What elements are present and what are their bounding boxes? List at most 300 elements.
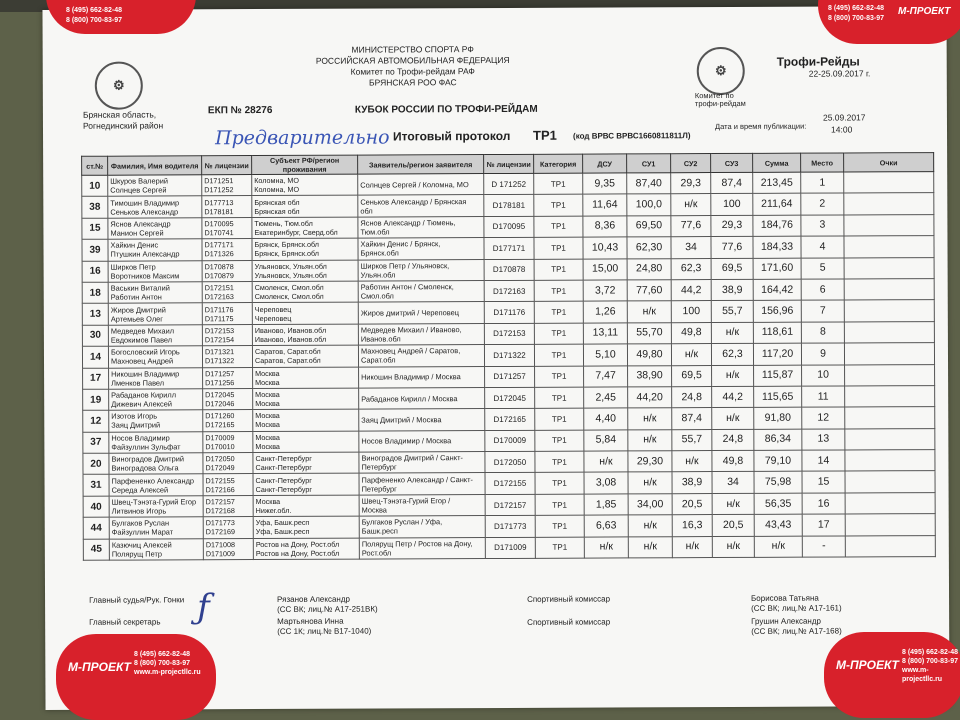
su3-score: н/к bbox=[712, 493, 754, 515]
category: ТР1 bbox=[535, 387, 584, 409]
crew-regions-line: Ульяновск, Ульян.обл bbox=[254, 270, 327, 280]
crew-licenses-line: D177171 bbox=[204, 240, 234, 250]
sticker-phone: 8 (800) 700-83-97 bbox=[66, 17, 123, 24]
su3-score: н/к bbox=[711, 322, 753, 344]
crew-names bbox=[108, 175, 202, 197]
chief-judge-label: Главный судья/Рук. Гонки bbox=[89, 595, 185, 605]
chief-secretary-label: Главный секретарь bbox=[89, 617, 161, 627]
crew-licenses-line: D172155 bbox=[205, 475, 235, 485]
applicant-license: D171176 bbox=[484, 302, 534, 324]
crew-names bbox=[109, 474, 203, 496]
header-col-points: Очки bbox=[844, 153, 934, 172]
su2-score: 100 bbox=[671, 301, 711, 323]
points bbox=[844, 300, 934, 322]
applicant-line: Ульян.обл bbox=[360, 270, 396, 280]
crew-licenses-line: D170095 bbox=[204, 219, 234, 229]
total-sum: 211,64 bbox=[753, 194, 801, 216]
crew-licenses-line: D170741 bbox=[204, 228, 234, 238]
applicant bbox=[359, 494, 485, 516]
crew-names-line: Парфененко Александр bbox=[111, 475, 195, 486]
points bbox=[844, 343, 934, 365]
category: ТР1 bbox=[535, 494, 584, 516]
commissar2-license: (СС ВК; лиц.№ А17-168) bbox=[751, 626, 842, 636]
crew-regions-line: Уфа, Башк.респ bbox=[255, 518, 310, 528]
su3-score: н/к bbox=[712, 365, 754, 387]
crew-licenses bbox=[202, 175, 252, 197]
publication-label: Дата и время публикации: bbox=[714, 121, 807, 132]
crew-regions-line: Брянск, Брянск.обл bbox=[254, 249, 320, 259]
category: ТР1 bbox=[535, 515, 584, 537]
category: ТР1 bbox=[534, 323, 583, 345]
mproject-sticker-top-right bbox=[818, 0, 960, 44]
crew-regions bbox=[252, 302, 358, 324]
points bbox=[845, 514, 935, 536]
crew-licenses-line: D170879 bbox=[204, 270, 234, 281]
su2-score: н/к bbox=[672, 451, 712, 473]
dsu-score: 6,63 bbox=[584, 515, 628, 537]
category: ТР1 bbox=[534, 237, 583, 259]
ekp-number: ЕКП № 28276 bbox=[207, 104, 273, 117]
su2-score: 77,6 bbox=[671, 215, 711, 237]
crew-regions bbox=[253, 388, 359, 410]
crew-names-line: Литвинов Игорь bbox=[111, 506, 167, 516]
sticker-brand: М-ПРОЕКТ bbox=[68, 660, 131, 674]
crew-names-line: Изотов Игорь bbox=[111, 411, 158, 422]
table-row bbox=[83, 535, 935, 560]
applicant-license: D178181 bbox=[484, 195, 534, 217]
crew-names-line: Заяц Дмитрий bbox=[111, 420, 161, 431]
su3-score: 29,3 bbox=[711, 215, 753, 237]
crew-regions bbox=[253, 409, 359, 431]
total-sum: 56,35 bbox=[754, 493, 802, 515]
dsu-score: 5,84 bbox=[584, 430, 628, 452]
crew-regions bbox=[252, 324, 358, 346]
event-dates: 22-25.09.2017 г. bbox=[808, 68, 871, 79]
crew-regions-line: Ростов на Дону, Рост.обл bbox=[255, 539, 340, 549]
org-line-1: МИНИСТЕРСТВО СПОРТА РФ bbox=[351, 44, 474, 55]
crew-names bbox=[109, 410, 203, 432]
category: ТР1 bbox=[534, 280, 583, 302]
class-title: ТР1 bbox=[532, 127, 557, 143]
crew-licenses bbox=[202, 217, 252, 239]
crew-regions-line: Москва bbox=[255, 399, 280, 409]
su3-score: 24,8 bbox=[712, 429, 754, 451]
applicant-line: Башк.респ bbox=[361, 526, 398, 537]
dsu-score: н/к bbox=[584, 451, 628, 473]
place: 4 bbox=[801, 236, 844, 258]
su3-score: 100 bbox=[711, 194, 753, 216]
applicant-license: D172155 bbox=[485, 473, 535, 495]
crew-licenses bbox=[203, 431, 253, 453]
crew-regions-line: Санкт-Петербург bbox=[255, 454, 312, 464]
crew-names-line: Файзуллин Зульфат bbox=[111, 442, 181, 452]
crew-names bbox=[109, 389, 203, 411]
applicant-license: D172165 bbox=[485, 409, 535, 431]
category: ТР1 bbox=[534, 344, 583, 366]
su2-score: н/к bbox=[671, 344, 711, 366]
crew-regions-line: Москва bbox=[255, 390, 280, 400]
crew-licenses-line: D172153 bbox=[204, 326, 235, 336]
crew-licenses-line: D171251 bbox=[204, 176, 234, 186]
dsu-score: 8,36 bbox=[583, 216, 627, 238]
commissar1-name: Борисова Татьяна bbox=[751, 593, 819, 603]
crew-regions-line: Смоленск, Смол.обл bbox=[254, 282, 324, 293]
dsu-score: 4,40 bbox=[584, 408, 628, 430]
crew-names-line: Середа Алексей bbox=[111, 485, 169, 495]
su3-score: 20,5 bbox=[712, 515, 754, 537]
applicant-license: D170878 bbox=[484, 259, 534, 281]
crew-names-line: Манион Сергей bbox=[110, 228, 164, 238]
su1-score: н/к bbox=[628, 472, 672, 494]
crew-names-line: Васькин Виталий bbox=[110, 283, 170, 293]
crew-names-line: Тимошин Владимир bbox=[110, 197, 180, 208]
total-sum: 79,10 bbox=[754, 450, 802, 472]
crew-licenses bbox=[202, 346, 252, 368]
applicant bbox=[358, 238, 484, 260]
place: 15 bbox=[802, 471, 845, 493]
start-number: 18 bbox=[82, 282, 108, 304]
dsu-score: 9,35 bbox=[583, 173, 627, 195]
crew-licenses-line: D172049 bbox=[205, 463, 235, 473]
place: 1 bbox=[801, 172, 844, 194]
sticker-brand: М-ПРОЕКТ bbox=[836, 658, 899, 672]
applicant-license: D172163 bbox=[484, 280, 534, 302]
place: 2 bbox=[801, 193, 844, 215]
total-sum: 164,42 bbox=[753, 279, 801, 301]
crew-names-line: Никошин Владимир bbox=[111, 369, 180, 379]
crew-licenses-line: D172163 bbox=[204, 292, 234, 302]
crew-regions-line: Москва bbox=[255, 368, 280, 378]
applicant-line: Швец-Тэнэта-Гурий Егор / bbox=[361, 496, 451, 506]
event-title: Трофи-Рейды bbox=[776, 54, 860, 69]
crew-names-line: Солнцев Сергей bbox=[110, 185, 167, 195]
signature-mark: ƒ bbox=[196, 587, 210, 628]
applicant bbox=[359, 537, 485, 559]
crew-licenses-line: D172050 bbox=[205, 454, 235, 464]
crew-names-line: Работин Антон bbox=[110, 292, 162, 302]
category: ТР1 bbox=[534, 195, 583, 217]
dsu-score: 3,08 bbox=[584, 472, 628, 494]
crew-licenses-line: D171321 bbox=[204, 347, 235, 357]
crew-names bbox=[109, 453, 203, 475]
total-sum: 91,80 bbox=[754, 407, 802, 429]
crew-names bbox=[109, 496, 203, 518]
crew-names bbox=[109, 517, 203, 539]
applicant-license: D172045 bbox=[485, 387, 535, 409]
su2-score: 34 bbox=[671, 237, 711, 259]
org-line-4: БРЯНСКАЯ РОО ФАС bbox=[368, 77, 457, 88]
crew-licenses-line: D171008 bbox=[205, 539, 236, 550]
points bbox=[845, 492, 935, 514]
start-number: 12 bbox=[83, 410, 109, 432]
place: 8 bbox=[801, 322, 844, 344]
total-sum: 115,87 bbox=[754, 365, 802, 387]
applicant-license: D171322 bbox=[484, 344, 534, 366]
su1-score: 29,30 bbox=[628, 451, 672, 473]
applicant-line: Смол.обл bbox=[360, 291, 394, 301]
commissar1-license: (СС ВК; лиц.№ А17-161) bbox=[751, 603, 842, 613]
crew-regions-line: Москва bbox=[255, 432, 280, 442]
crew-names-line: Виноградова Ольга bbox=[111, 463, 179, 473]
crew-regions bbox=[252, 281, 358, 303]
applicant bbox=[358, 302, 484, 324]
place: 3 bbox=[801, 215, 844, 237]
crew-names bbox=[108, 325, 202, 347]
crew-regions bbox=[253, 495, 359, 517]
chief-judge-license: (СС ВК; лиц.№ А17-251ВК) bbox=[277, 604, 378, 614]
applicant-license: D170095 bbox=[484, 216, 534, 238]
start-number: 37 bbox=[83, 432, 109, 454]
crew-names-line: Артемьев Олег bbox=[110, 313, 163, 324]
points bbox=[844, 257, 934, 279]
commissar2-name: Грушин Александр bbox=[751, 616, 821, 626]
header-col-region: Субъект РФ/регион проживания bbox=[252, 155, 358, 174]
applicant-line: Тюм.обл bbox=[360, 227, 390, 237]
emblem-caption-1: Комитет по bbox=[694, 90, 734, 101]
crew-names bbox=[108, 303, 202, 325]
applicant-line: Парфененко Александр / Санкт- bbox=[361, 474, 473, 485]
dsu-score: 15,00 bbox=[583, 258, 627, 280]
mproject-sticker-top-left bbox=[46, 0, 196, 34]
header-col-number: ст.№ bbox=[82, 156, 108, 175]
su3-score: 55,7 bbox=[711, 301, 753, 323]
region-line-2: Рогнединский район bbox=[82, 120, 164, 131]
crew-regions-line: Иваново, Иванов.обл bbox=[254, 334, 327, 344]
su1-score: 34,00 bbox=[628, 494, 672, 516]
points bbox=[845, 364, 935, 386]
crew-licenses bbox=[202, 303, 252, 325]
crew-licenses-line: D171252 bbox=[204, 185, 234, 195]
crew-licenses-line: D171773 bbox=[205, 518, 235, 528]
header-col-place: Место bbox=[801, 153, 844, 172]
applicant-license: D171009 bbox=[485, 537, 535, 559]
applicant-line: Полярущ Петр / Ростов на Дону, bbox=[361, 538, 473, 549]
applicant bbox=[359, 516, 485, 538]
chief-judge-name: Рязанов Александр bbox=[277, 594, 350, 604]
crew-regions-line: Коломна, МО bbox=[254, 176, 300, 186]
applicant-line: Брянск.обл bbox=[360, 248, 399, 258]
crew-regions-line: Москва bbox=[255, 496, 281, 507]
header-col-applicant-license: № лицензии bbox=[484, 154, 534, 173]
place: 16 bbox=[802, 493, 845, 515]
su3-score: 62,3 bbox=[711, 344, 753, 366]
place: 9 bbox=[801, 343, 844, 365]
start-number: 30 bbox=[82, 325, 108, 347]
place: 14 bbox=[802, 450, 845, 472]
total-sum: 118,61 bbox=[753, 322, 801, 344]
place: 12 bbox=[802, 407, 845, 429]
crew-regions-line: Москва bbox=[255, 411, 280, 421]
crew-regions-line: Череповец bbox=[254, 304, 292, 314]
dsu-score: 5,10 bbox=[583, 344, 627, 366]
crew-licenses-line: D172168 bbox=[205, 506, 235, 516]
header-col-dsu: ДСУ bbox=[583, 154, 627, 173]
su1-score: н/к bbox=[628, 536, 672, 558]
su2-score: 69,5 bbox=[672, 365, 712, 387]
crew-names-line: Жиров Дмитрий bbox=[110, 304, 166, 315]
su2-score: 29,3 bbox=[671, 173, 711, 195]
sticker-phone: 8 (495) 662-82-48 bbox=[134, 651, 191, 658]
applicant-line: Виноградов Дмитрий / Санкт- bbox=[361, 453, 463, 463]
applicant-line: Жиров дмитрий / Череповец bbox=[360, 308, 459, 318]
points bbox=[845, 407, 935, 429]
crew-regions bbox=[252, 260, 358, 282]
sticker-phone: 8 (495) 662-82-48 bbox=[66, 7, 123, 14]
crew-names-line: Воротников Максим bbox=[110, 271, 180, 281]
category: ТР1 bbox=[534, 216, 583, 238]
dsu-score: н/к bbox=[584, 537, 628, 559]
applicant bbox=[358, 174, 484, 196]
applicant bbox=[358, 216, 484, 238]
applicant bbox=[359, 409, 485, 431]
crew-regions-line: Ульяновск, Ульян.обл bbox=[254, 261, 327, 271]
crew-licenses-line: D171176 bbox=[204, 304, 234, 314]
points bbox=[844, 193, 934, 215]
applicant bbox=[359, 430, 485, 452]
region-line-1: Брянская область, bbox=[82, 109, 157, 120]
su2-score: 55,7 bbox=[672, 429, 712, 451]
category: ТР1 bbox=[535, 430, 584, 452]
crew-licenses bbox=[203, 538, 253, 560]
org-line-2: РОССИЙСКАЯ АВТОМОБИЛЬНАЯ ФЕДЕРАЦИЯ bbox=[315, 54, 510, 66]
total-sum: 117,20 bbox=[753, 343, 801, 365]
dsu-score: 11,64 bbox=[583, 194, 627, 216]
crew-names bbox=[109, 431, 203, 453]
sticker-phone: 8 (800) 700-83-97 bbox=[828, 15, 885, 22]
applicant bbox=[358, 281, 484, 303]
crew-names bbox=[108, 239, 202, 261]
su1-score: 24,80 bbox=[627, 258, 671, 280]
applicant bbox=[358, 345, 484, 367]
sticker-phone: 8 (800) 700-83-97 bbox=[902, 658, 959, 665]
crew-regions-line: Москва bbox=[255, 441, 280, 451]
header-col-applicant: Заявитель/регион заявителя bbox=[358, 155, 484, 175]
crew-names-line: Носов Владимир bbox=[111, 433, 170, 443]
dsu-score: 13,11 bbox=[583, 323, 627, 345]
applicant-line: Булгаков Руслан / Уфа, bbox=[361, 517, 443, 528]
commissar-label-2: Спортивный комиссар bbox=[527, 617, 611, 627]
crew-licenses-line: D172157 bbox=[205, 497, 235, 507]
results-table bbox=[81, 152, 936, 561]
crew-regions bbox=[252, 174, 358, 196]
crew-regions bbox=[252, 195, 358, 217]
sticker-phone: 8 (495) 662-82-48 bbox=[828, 5, 885, 12]
applicant-license: D171773 bbox=[485, 516, 535, 538]
crew-licenses bbox=[202, 239, 252, 261]
total-sum: 171,60 bbox=[753, 258, 801, 280]
applicant-license: D172050 bbox=[485, 451, 535, 473]
applicant bbox=[358, 259, 484, 281]
start-number: 14 bbox=[82, 346, 108, 368]
crew-regions-line: Коломна, МО bbox=[254, 185, 300, 195]
crew-names-line: Ширков Петр bbox=[110, 262, 156, 272]
points bbox=[845, 450, 935, 472]
applicant-line: Яснов Александр / Тюмень, bbox=[360, 218, 456, 228]
crew-licenses bbox=[203, 495, 253, 517]
su1-score: 38,90 bbox=[628, 365, 672, 387]
su2-score: 24,8 bbox=[672, 386, 712, 408]
applicant-line: Петербург bbox=[361, 462, 397, 472]
crew-names bbox=[108, 260, 202, 282]
applicant bbox=[359, 366, 485, 388]
place: 11 bbox=[802, 386, 845, 408]
crew-regions-line: Ростов на Дону, Рост.обл bbox=[255, 548, 340, 558]
applicant-license: D172153 bbox=[484, 323, 534, 345]
org-line-3: Комитет по Трофи-рейдам РАФ bbox=[350, 66, 475, 77]
crew-regions-line: Санкт-Петербург bbox=[255, 484, 312, 494]
header-col-su2: СУ2 bbox=[671, 154, 711, 173]
protocol-title: Итоговый протокол bbox=[393, 128, 511, 144]
crew-names-line: Лменков Павел bbox=[111, 378, 165, 388]
crew-regions-line: Москва bbox=[255, 420, 280, 430]
su3-score: 87,4 bbox=[711, 172, 753, 194]
su2-score: н/к bbox=[671, 194, 711, 216]
points bbox=[844, 321, 934, 343]
dsu-score: 1,85 bbox=[584, 494, 628, 516]
points bbox=[845, 471, 935, 493]
header-col-su1: СУ1 bbox=[627, 154, 671, 173]
header-col-category: Категория bbox=[534, 154, 583, 173]
crew-licenses-line: D172151 bbox=[204, 283, 234, 293]
crew-licenses bbox=[203, 367, 253, 389]
total-sum: 115,65 bbox=[754, 386, 802, 408]
su2-score: 87,4 bbox=[672, 408, 712, 430]
start-number: 40 bbox=[83, 496, 109, 518]
commissar-label-1: Спортивный комиссар bbox=[527, 594, 611, 604]
header-col-su3: СУ3 bbox=[711, 153, 753, 172]
su1-score: н/к bbox=[628, 429, 672, 451]
su1-score: 69,50 bbox=[627, 216, 671, 238]
start-number: 44 bbox=[83, 517, 109, 539]
crew-names-line: Булгаков Руслан bbox=[111, 518, 170, 529]
crew-licenses bbox=[203, 410, 253, 432]
crew-regions bbox=[253, 516, 359, 538]
crew-names-line: Богословский Игорь bbox=[110, 347, 180, 357]
header-col-sum: Сумма bbox=[753, 153, 801, 172]
applicant bbox=[358, 195, 484, 217]
start-number: 31 bbox=[83, 475, 109, 497]
secretary-license: (СС 1К; лиц.№ В17-1040) bbox=[277, 626, 372, 636]
points bbox=[845, 535, 935, 557]
place: 6 bbox=[801, 279, 844, 301]
crew-regions bbox=[253, 538, 359, 560]
category: ТР1 bbox=[535, 366, 584, 388]
crew-names bbox=[108, 218, 202, 240]
place: - bbox=[802, 536, 845, 558]
crew-licenses bbox=[203, 453, 253, 475]
crew-licenses-line: D172154 bbox=[204, 335, 235, 345]
crew-names bbox=[109, 367, 203, 389]
place: 7 bbox=[801, 300, 844, 322]
applicant-line: Заяц Дмитрий / Москва bbox=[361, 415, 442, 425]
category: ТР1 bbox=[535, 473, 584, 495]
su2-score: н/к bbox=[672, 536, 712, 558]
applicant-license: D177171 bbox=[484, 238, 534, 260]
crew-licenses-line: D171326 bbox=[204, 249, 234, 259]
start-number: 15 bbox=[82, 218, 108, 240]
secretary-name: Мартьянова Инна bbox=[277, 616, 344, 626]
crew-names bbox=[108, 346, 202, 368]
crew-names-line: Казючиц Алексей bbox=[111, 540, 172, 550]
crew-names-line: Яснов Александр bbox=[110, 219, 171, 229]
start-number: 39 bbox=[82, 239, 108, 261]
crew-licenses-line: D172165 bbox=[205, 420, 235, 430]
crew-names-line: Файзуллин Марат bbox=[111, 527, 174, 538]
total-sum: 213,45 bbox=[753, 172, 801, 194]
start-number: 17 bbox=[83, 368, 109, 390]
total-sum: 43,43 bbox=[754, 514, 802, 536]
crew-names-line: Дижевич Алексей bbox=[111, 399, 172, 409]
